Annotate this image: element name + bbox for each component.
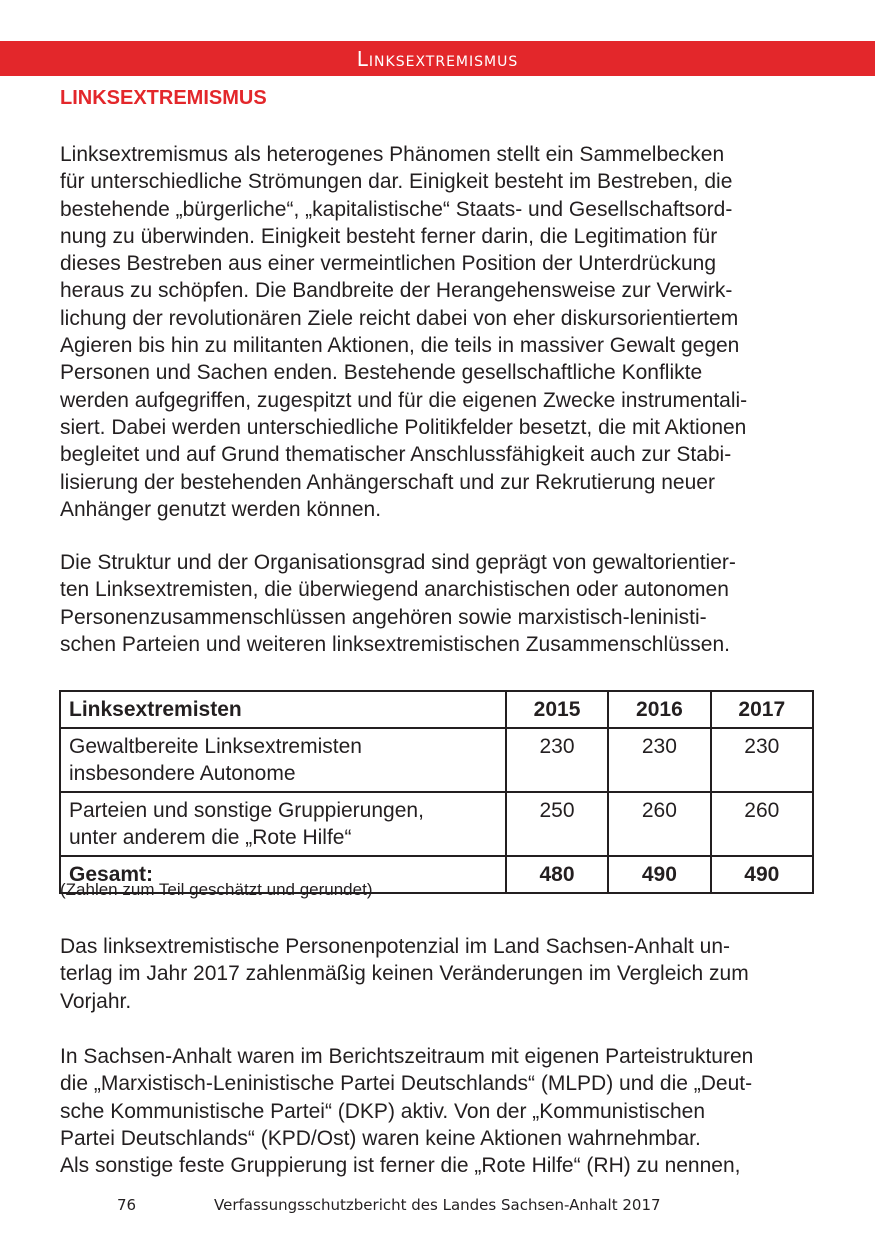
total-value: 490 bbox=[608, 856, 710, 893]
text-line: In Sachsen-Anhalt waren im Berichtszeitraum mit eigenen Parteistrukturen bbox=[60, 1045, 754, 1068]
table-header-row bbox=[60, 691, 813, 728]
running-header: Linksextremismus bbox=[356, 47, 519, 71]
text-line: terlag im Jahr 2017 zahlenmäßig keinen Veränderungen im Vergleich zum bbox=[60, 962, 749, 986]
text-line: Personen und Sachen enden. Bestehende gesellschaftliche Konflikte bbox=[60, 361, 703, 385]
row-value: 260 bbox=[711, 792, 813, 856]
text-line: dieses Bestreben aus einer vermeintlichen Position der Unterdrückung bbox=[60, 252, 717, 276]
text-line: sche Kommunistische Partei“ (DKP) aktiv. Von der „Kommunistischen bbox=[60, 1099, 706, 1123]
text-line: bestehende „bürgerliche“, „kapitalistische“ Staats- und Gesellschaftsord- bbox=[60, 197, 733, 221]
text-line: begleitet und auf Grund thematischer Anschlussfähigkeit auch zur Stabi- bbox=[60, 443, 732, 467]
section-title: LINKSEXTREMISMUS bbox=[60, 87, 267, 109]
row-value: 230 bbox=[506, 728, 608, 792]
table-note: (Zahlen zum Teil geschätzt und gerundet) bbox=[60, 880, 373, 899]
row-label-line: insbesondere Autonome bbox=[69, 762, 296, 785]
text-line: nung zu überwinden. Einigkeit besteht ferner darin, die Legitimation für bbox=[60, 224, 718, 248]
text-line: lichung der revolutionären Ziele reicht dabei von eher diskursorientiertem bbox=[60, 306, 739, 330]
header-cell-category: Linksextremisten bbox=[60, 691, 506, 728]
header-cell-2017: 2017 bbox=[711, 691, 813, 728]
header-cell-2015: 2015 bbox=[506, 691, 608, 728]
statistics-table bbox=[59, 690, 814, 894]
text-line: lisierung der bestehenden Anhängerschaft und zur Rekrutierung neuer bbox=[60, 470, 715, 494]
text-line: die „Marxistisch-Leninistische Partei Deutschlands“ (MLPD) und die „Deut- bbox=[60, 1072, 753, 1096]
text-line: Linksextremismus als heterogenes Phänomen stellt ein Sammelbecken bbox=[60, 143, 725, 166]
text-line: werden aufgegriffen, zugespitzt und für die eigenen Zwecke instrumentali- bbox=[60, 388, 748, 412]
total-label: Gesamt: bbox=[60, 856, 506, 893]
text-line: für unterschiedliche Strömungen dar. Einigkeit besteht im Bestreben, die bbox=[60, 170, 733, 194]
row-label-line: Gewaltbereite Linksextremisten bbox=[69, 735, 362, 758]
table-row bbox=[60, 792, 813, 856]
text-line: Das linksextremistische Personenpotenzial im Land Sachsen-Anhalt un- bbox=[60, 935, 731, 958]
text-line: Agieren bis hin zu militanten Aktionen, die teils in massiver Gewalt gegen bbox=[60, 334, 740, 358]
text-line: Vorjahr. bbox=[60, 989, 132, 1013]
page-number: 76 bbox=[117, 1196, 137, 1214]
row-value: 230 bbox=[711, 728, 813, 792]
total-value: 480 bbox=[506, 856, 608, 893]
header-cell-2016: 2016 bbox=[608, 691, 710, 728]
row-label-line: unter anderem die „Rote Hilfe“ bbox=[69, 826, 352, 849]
table-row bbox=[60, 728, 813, 792]
row-label-line: Parteien und sonstige Gruppierungen, bbox=[69, 799, 424, 822]
text-line: heraus zu schöpfen. Die Bandbreite der Herangehensweise zur Verwirk- bbox=[60, 279, 733, 303]
paragraph-parties bbox=[60, 1043, 820, 1179]
text-line: Anhänger genutzt werden können. bbox=[60, 497, 382, 521]
text-line: ten Linksextremisten, die überwiegend anarchistischen oder autonomen bbox=[60, 578, 729, 602]
text-line: Personenzusammenschlüssen angehören sowie marxistisch-leninisti- bbox=[60, 605, 707, 629]
text-line: schen Parteien und weiteren linksextremistischen Zusammenschlüssen. bbox=[60, 632, 730, 656]
row-value: 230 bbox=[608, 728, 710, 792]
text-line: Partei Deutschlands“ (KPD/Ost) waren keine Aktionen wahrnehmbar. bbox=[60, 1126, 701, 1150]
paragraph-structure bbox=[60, 549, 820, 658]
text-line: Die Struktur und der Organisationsgrad sind geprägt von gewaltorientier- bbox=[60, 551, 736, 574]
total-value: 490 bbox=[711, 856, 813, 893]
paragraph-potential bbox=[60, 933, 820, 1015]
row-value: 260 bbox=[608, 792, 710, 856]
text-line: siert. Dabei werden unterschiedliche Politikfelder besetzt, die mit Aktionen bbox=[60, 415, 747, 439]
row-value: 250 bbox=[506, 792, 608, 856]
row-label bbox=[60, 792, 506, 856]
footer-title: Verfassungsschutzbericht des Landes Sachsen-Anhalt 2017 bbox=[214, 1196, 661, 1214]
text-line: Als sonstige feste Gruppierung ist ferner die „Rote Hilfe“ (RH) zu nennen, bbox=[60, 1154, 741, 1178]
row-label bbox=[60, 728, 506, 792]
paragraph-intro bbox=[60, 141, 820, 523]
